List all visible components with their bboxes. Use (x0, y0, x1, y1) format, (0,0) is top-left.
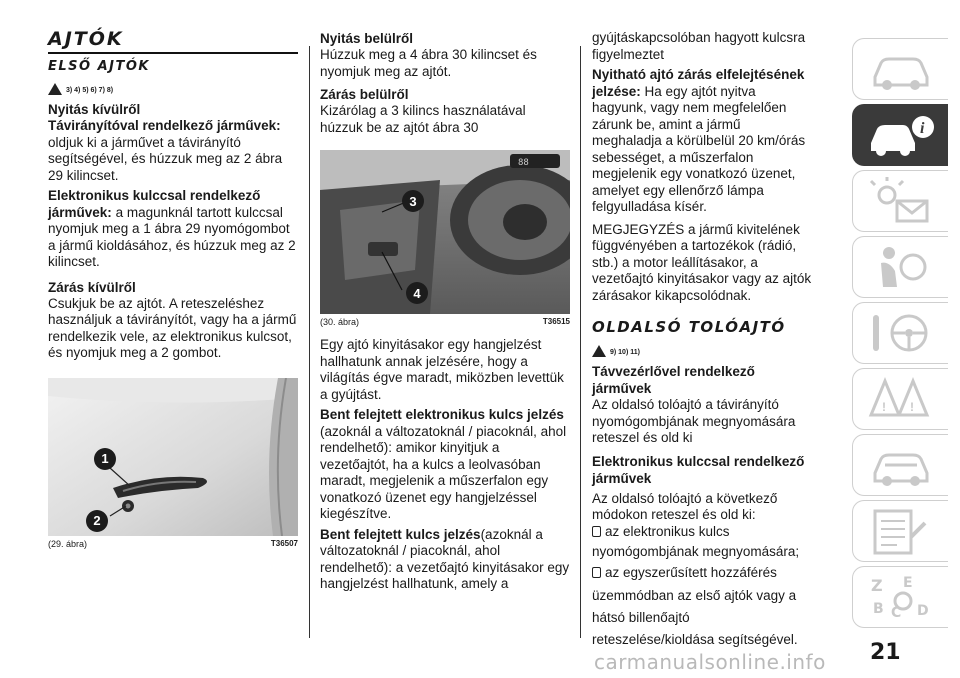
column-divider-1 (309, 46, 310, 638)
side-tab-specs[interactable] (852, 500, 948, 562)
figure-29-caption (48, 539, 298, 549)
bullet-box-icon (592, 526, 601, 537)
side-tab-lights[interactable] (852, 170, 948, 232)
figure-29 (48, 378, 298, 549)
column-1 (48, 28, 298, 549)
figure-29-label: (29. ábra) (48, 538, 88, 549)
list-item-1-cont: nyomógombjának megnyomására; (592, 544, 800, 559)
steering-wheel-icon (867, 309, 937, 359)
figure-30-code: T36515 (542, 317, 570, 326)
list-item-2: az egyszerűsített hozzáférés (592, 565, 814, 582)
car-icon (867, 45, 937, 95)
alphabet-index-icon (867, 573, 937, 623)
heading-ekey-vehicles: Elektronikus kulccsal rendelkező járművek (592, 453, 805, 486)
heading-remote-vehicles: Távvezérlővel rendelkező járművek (592, 364, 755, 396)
paragraph-sliding-ekey: Az oldalsó tolóajtó a következő módokon reteszel és old ki: (592, 490, 778, 522)
callout-3: 3 (402, 190, 424, 212)
side-tab-safety[interactable] (852, 236, 948, 298)
car-repair-icon (867, 441, 937, 491)
paragraph-signal: Egy ajtó kinyitásakor egy hangjelzést hallhatunk annak jelzésére, hogy a világítás égve maradt, miközben levettük a gyújtást. (320, 337, 564, 402)
warning-refs-2: 9) 10) 11) (610, 349, 640, 356)
figure-29-code: T36507 (270, 538, 298, 548)
svg-text:i: i (920, 120, 925, 137)
side-tab-index[interactable] (852, 566, 948, 628)
text-ekey: a magunknál tartott kulccsal nyomjuk meg a 1 ábra 29 nyomógombot a jármű kioldásához, és húzzuk meg az 2 kilincset. (48, 204, 296, 269)
heading-open-outside: Nyitás kívülről (48, 102, 141, 117)
callout-1: 1 (94, 448, 116, 470)
list-item-1: az elektronikus kulcs (592, 524, 814, 541)
paragraph-open-inside: Húzzuk meg a 4 ábra 30 kilincset és nyomjuk meg az ajtót. (320, 47, 537, 79)
column-2 (320, 28, 570, 593)
text-key-left: (azoknál a változatoknál / piacoknál, ahol rendelhető): a vezetőajtó kinyitásakor egy hangjelzést hallhatunk, amely a (320, 526, 570, 591)
callout-4: 4 (406, 282, 428, 304)
car-info-icon (867, 111, 937, 161)
paragraph-continuation: gyújtáskapcsolóban hagyott kulcsra figyelmeztet (592, 30, 806, 62)
svg-text:E: E (903, 575, 913, 591)
heading-close-outside: Zárás kívülről (48, 279, 136, 295)
watermark-text: carmanualsonline.info (594, 650, 826, 674)
side-tab-car-info[interactable] (852, 104, 948, 166)
svg-text:!: ! (882, 400, 886, 414)
page-number: 21 (870, 640, 901, 665)
figure-30-image (320, 150, 570, 314)
warning-refs-row (48, 77, 298, 95)
subsection-title-front-doors: ELSŐ AJTÓK (48, 59, 150, 74)
label-door-open: Nyitható ajtó zárás elfelejtésének jelzése: (592, 67, 805, 99)
svg-text:!: ! (910, 400, 914, 414)
paragraph-door-open (592, 67, 814, 216)
side-tab-emergency[interactable] (852, 434, 948, 496)
svg-text:B: B (873, 601, 884, 617)
bullet-box-icon (592, 567, 601, 578)
svg-text:88: 88 (518, 158, 529, 168)
section-title-doors: AJTÓK (48, 28, 298, 54)
svg-text:D: D (917, 603, 929, 619)
paragraph-sliding-remote: Az oldalsó tolóajtó a távirányító nyomógombjának megnyomására reteszel és old ki (592, 397, 796, 445)
svg-text:C: C (891, 605, 902, 621)
column-3 (592, 28, 814, 651)
label-key-in: Bent felejtett elektronikus kulcs jelzés (320, 407, 564, 422)
paragraph-note: MEGJEGYZÉS a jármű kivitelének függvényében a tartozékok (rádió, stb.) a motor leállításakor, a vezetőajtó kinyitásakor vagy az ajtók zárásakor kikapcsolódnak. (592, 221, 812, 303)
text-remote: oldjuk ki a járművet a távirányító segítségével, és húzzuk meg az 2 ábra 29 kilincset. (48, 134, 283, 183)
side-tab-driving[interactable] (852, 302, 948, 364)
text-door-open: Ha egy ajtót nyitva hagyunk, vagy nem megfelelően zárunk be, amint a jármű meghaladja a körülbelül 20 km/órás sebességet, a műszerfalon megjelenik egy vonatkozó üzenet, amelyet egy ellenőrző lámpa felgyulladása kísér. (592, 83, 806, 214)
text-key-in: (azoknál a változatoknál / piacoknál, ahol rendelhető): amikor kinyitjuk a vezetőajtót, ha a kulcs a leolvasóban maradt, megjelenik a műszerfalon egy vonatkozó üzenet egy hangjelzéssel kiegészítve. (320, 423, 567, 521)
light-envelope-icon (867, 177, 937, 227)
paragraph-key-left (320, 527, 570, 593)
label-remote: Távirányítóval rendelkező járművek: (48, 118, 281, 133)
label-ekey: Elektronikus kulccsal rendelkező járművek: (48, 188, 261, 220)
warning-triangle-icon (592, 345, 606, 357)
svg-text:Z: Z (871, 576, 883, 595)
warning-triangles-icon (867, 375, 937, 425)
figure-30-caption (320, 317, 570, 327)
figure-29-image (48, 378, 298, 536)
figure-30-label: (30. ábra) (320, 317, 360, 327)
paragraph-key-in (320, 407, 570, 523)
column-divider-2 (580, 46, 581, 638)
section-title-sliding-door: OLDALSÓ TOLÓAJTÓ (592, 318, 786, 336)
heading-close-inside: Zárás belülről (320, 87, 409, 102)
paragraph-close-outside: Csukjuk be az ajtót. A reteszeléshez használjuk a távirányítót, vagy ha a jármű rendelkezik vele, az elektronikus kulcsot, és nyomjuk meg a 2 gombot. (48, 295, 297, 360)
side-tab-car[interactable] (852, 38, 948, 100)
label-key-left: Bent felejtett kulcs jelzés (320, 526, 481, 542)
list-item-2-cont: üzemmódban az első ajtók vagy a hátsó billenőajtó reteszelése/kioldása segítségével. (592, 588, 798, 647)
warning-triangle-icon (48, 83, 62, 95)
warning-refs-row-2 (592, 339, 814, 357)
paragraph-close-inside: Kizárólag a 3 kilincs használatával húzzuk be az ajtót ábra 30 (320, 103, 526, 135)
figure-30 (320, 150, 570, 327)
checklist-icon (867, 507, 937, 557)
heading-open-inside: Nyitás belülről (320, 31, 414, 46)
paragraph-remote (48, 118, 298, 184)
side-tab-warnings[interactable] (852, 368, 948, 430)
paragraph-ekey (48, 188, 298, 271)
airbag-icon (867, 243, 937, 293)
callout-2: 2 (86, 510, 108, 532)
warning-refs: 3) 4) 5) 6) 7) 8) (66, 87, 114, 94)
